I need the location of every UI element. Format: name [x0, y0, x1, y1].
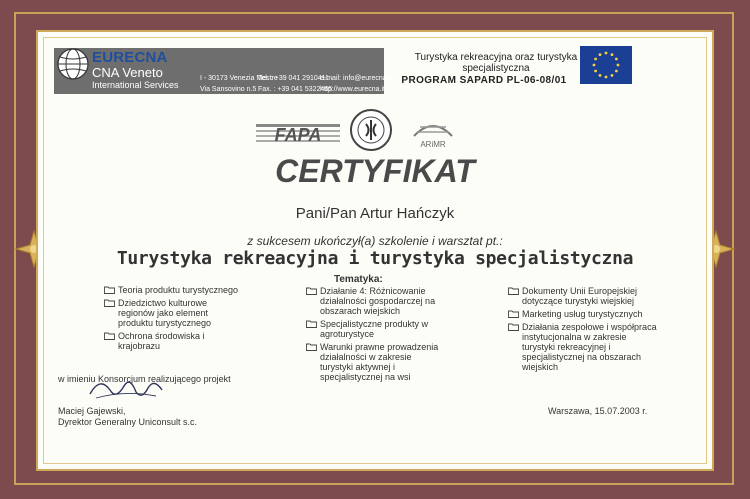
topic-item: [104, 285, 274, 295]
topic-item: [508, 309, 658, 319]
program-title-line: Turystyka rekreacyjna oraz turystyka: [414, 52, 578, 63]
topic-text: Działanie 4: Różnicowanie działalności gospodarczej na obszarach wiejskich: [320, 286, 436, 316]
signer-block: [58, 406, 197, 428]
topic-text: Dokumenty Unii Europejskiej dotyczące turystyki wiejskiej: [522, 286, 638, 306]
completion-statement: z sukcesem ukończył(a) szkolenie i warsztat pt.:: [247, 234, 503, 248]
topic-item: [104, 331, 228, 351]
address-line: Via Sansovino n.5: [200, 86, 257, 93]
eu-flag-icon: [580, 46, 632, 84]
folder-icon: [508, 310, 519, 318]
program-code: PROGRAM SAPARD PL-06-08/01: [401, 75, 567, 86]
folder-icon: [104, 332, 115, 340]
topics-column-left: [104, 285, 274, 354]
topic-item: [306, 319, 446, 339]
ministry-seal-icon: [349, 108, 393, 152]
topic-text: Marketing usług turystycznych: [522, 309, 643, 319]
folder-icon: [306, 343, 317, 351]
org-name: EURECNA: [92, 49, 168, 66]
folder-icon: [508, 323, 519, 331]
fapa-logo-text: FAPA: [274, 125, 322, 145]
topics-column-middle: [306, 286, 446, 385]
folder-icon: [104, 286, 115, 294]
arimr-logo: [412, 114, 454, 150]
folder-icon: [508, 287, 519, 295]
fax-line: Fax. : +39 041 5322465: [258, 86, 333, 93]
recipient-name: Pani/Pan Artur Hańczyk: [295, 205, 455, 222]
folder-icon: [104, 299, 115, 307]
topic-text: Specjalistyczne produkty w agroturystyce: [320, 319, 429, 339]
topic-item: [104, 298, 238, 328]
topics-column-right: [508, 286, 658, 375]
phone-line: Tel. : +39 041 2910411: [258, 75, 329, 82]
folder-icon: [306, 287, 317, 295]
program-title-line: specjalistyczna: [462, 63, 530, 74]
org-services: International Services: [92, 80, 179, 90]
topic-text: Teoria produktu turystycznego: [118, 285, 239, 295]
topic-item: [508, 286, 658, 306]
topic-text: Ochrona środowiska i krajobrazu: [118, 331, 205, 351]
topic-text: Dziedzictwo kulturowe regionów jako element produktu turystycznego: [118, 298, 212, 328]
topic-text: Warunki prawne prowadzenia działalności w zakresie turystyki aktywnej i specjalistycznej na wsi: [320, 342, 439, 382]
signer-title: Dyrektor Generalny Uniconsult s.c.: [58, 417, 198, 427]
topic-text: Działania zespołowe i współpraca instytucjonalna w zakresie turystyki rekreacyjnej i specjalistycznej na obszarach wiejskich: [522, 322, 657, 372]
address-line: I - 30173 Venezia Mestre: [200, 75, 278, 82]
topics-heading: Tematyka:: [334, 274, 383, 285]
folder-icon: [306, 320, 317, 328]
course-title: Turystyka rekreacyjna i turystyka specjalistyczna: [116, 248, 634, 269]
topic-item: [306, 342, 445, 382]
globe-logo-icon: [56, 47, 90, 81]
org-subtitle: CNA Veneto: [92, 65, 163, 80]
consortium-note: w imieniu Konsorcjum realizującego projekt: [58, 374, 231, 384]
signature-image: [86, 370, 176, 406]
place-and-date: Warszawa, 15.07.2003 r.: [548, 406, 648, 416]
program-title: [392, 52, 600, 74]
arimr-logo-text: ARiMR: [420, 140, 446, 149]
certificate-title: CERTYFIKAT: [275, 153, 475, 189]
website-line: http://www.eurecna.it: [320, 86, 385, 93]
signer-name: Maciej Gajewski,: [58, 406, 126, 416]
fapa-logo: [256, 120, 340, 146]
topic-item: [508, 322, 658, 372]
email-line: e-mail: info@eurecna.it: [320, 75, 393, 82]
topic-item: [306, 286, 446, 316]
